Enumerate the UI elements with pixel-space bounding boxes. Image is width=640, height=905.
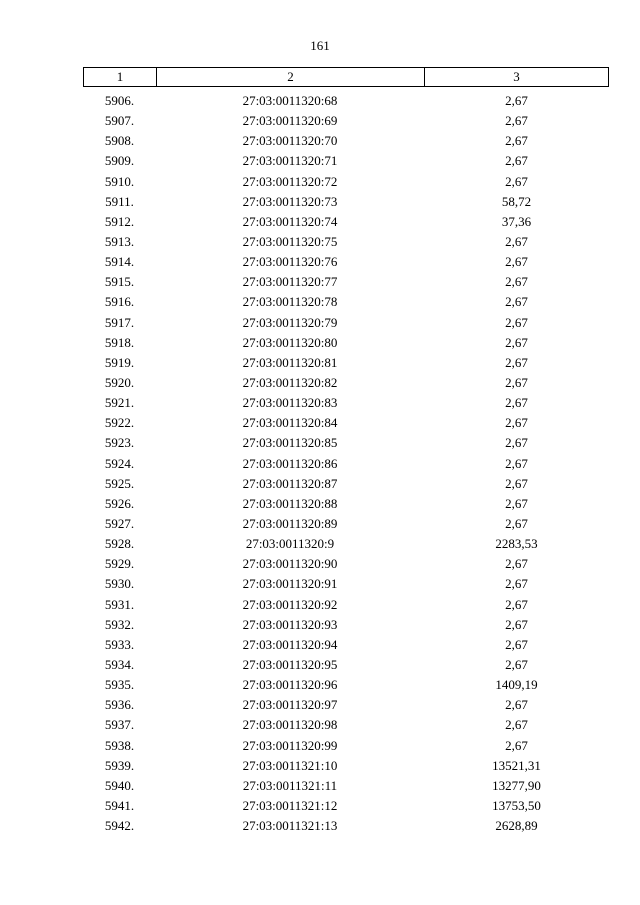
row-number: 5930.	[104, 576, 135, 592]
table-row	[83, 494, 609, 514]
row-number: 5913.	[104, 233, 135, 249]
row-number: 5921.	[104, 395, 135, 411]
row-number: 5912.	[104, 213, 135, 229]
table-row	[83, 333, 609, 353]
table-row	[83, 353, 609, 373]
table-row	[83, 212, 609, 232]
row-number: 5925.	[104, 475, 135, 491]
row-number: 5915.	[104, 274, 135, 290]
row-number: 5918.	[104, 334, 135, 350]
row-number: 5909.	[104, 153, 135, 169]
table-row	[83, 433, 609, 453]
row-value: 2,67	[505, 435, 528, 451]
row-value: 13521,31	[492, 757, 541, 773]
row-number: 5932.	[104, 616, 135, 632]
table-row	[83, 534, 609, 554]
table-row	[83, 91, 609, 111]
page-number: 161	[310, 38, 330, 53]
row-value: 2,67	[505, 495, 528, 511]
cadastral-number: 27:03:0011320:91	[242, 576, 338, 592]
row-value: 2,67	[505, 515, 528, 531]
cadastral-number: 27:03:0011321:13	[242, 818, 338, 834]
cadastral-number: 27:03:0011320:74	[242, 213, 338, 229]
row-value: 2,67	[505, 395, 528, 411]
table-row	[83, 695, 609, 715]
table-body	[83, 91, 609, 836]
row-value: 2628,89	[495, 818, 538, 834]
table-row	[83, 776, 609, 796]
cadastral-number: 27:03:0011321:10	[242, 757, 338, 773]
cadastral-number: 27:03:0011320:96	[242, 677, 338, 693]
row-number: 5906.	[104, 93, 135, 108]
row-value: 2,67	[505, 656, 528, 672]
cadastral-number: 27:03:0011320:68	[242, 93, 338, 108]
row-number: 5936.	[104, 697, 135, 713]
cadastral-number: 27:03:0011320:97	[242, 697, 338, 713]
row-number: 5910.	[104, 173, 135, 189]
table-row	[83, 796, 609, 816]
row-number: 5942.	[104, 818, 135, 834]
row-number: 5928.	[104, 536, 135, 552]
cadastral-number: 27:03:0011320:76	[242, 254, 338, 270]
table-row	[83, 292, 609, 312]
cadastral-number: 27:03:0011320:90	[242, 556, 338, 572]
cadastral-number: 27:03:0011320:80	[242, 334, 338, 350]
cadastral-number: 27:03:0011321:12	[242, 797, 338, 813]
row-number: 5926.	[104, 495, 135, 511]
table-row	[83, 393, 609, 413]
table-row	[83, 232, 609, 252]
table-row	[83, 131, 609, 151]
row-number: 5933.	[104, 636, 135, 652]
cadastral-number: 27:03:0011320:88	[242, 495, 338, 511]
row-number: 5914.	[104, 254, 135, 270]
row-value: 2,67	[505, 475, 528, 491]
cadastral-number: 27:03:0011320:71	[242, 153, 338, 169]
row-number: 5937.	[104, 717, 135, 733]
table-row	[83, 413, 609, 433]
row-number: 5907.	[104, 113, 135, 129]
row-number: 5908.	[104, 133, 135, 149]
row-value: 2,67	[505, 636, 528, 652]
row-value: 2,67	[505, 354, 528, 370]
table-row	[83, 151, 609, 171]
row-value: 2283,53	[495, 536, 538, 552]
cadastral-number: 27:03:0011320:77	[242, 274, 338, 290]
table-header	[83, 67, 609, 87]
row-number: 5940.	[104, 777, 135, 793]
row-value: 2,67	[505, 415, 528, 431]
cadastral-number: 27:03:0011320:86	[242, 455, 338, 471]
row-value: 2,67	[505, 697, 528, 713]
table-row	[83, 675, 609, 695]
row-number: 5935.	[104, 677, 135, 693]
cadastral-number: 27:03:0011320:73	[242, 193, 338, 209]
table-row	[83, 111, 609, 131]
row-value: 2,67	[505, 233, 528, 249]
row-value: 2,67	[505, 455, 528, 471]
cadastral-number: 27:03:0011320:83	[242, 395, 338, 411]
row-number: 5924.	[104, 455, 135, 471]
table-row	[83, 574, 609, 594]
table-row	[83, 313, 609, 333]
header-col-3: 3	[513, 69, 520, 84]
row-number: 5938.	[104, 737, 135, 753]
row-number: 5929.	[104, 556, 135, 572]
row-value: 2,67	[505, 173, 528, 189]
cadastral-number: 27:03:0011320:94	[242, 636, 338, 652]
row-number: 5934.	[104, 656, 135, 672]
table-row	[83, 736, 609, 756]
row-value: 2,67	[505, 374, 528, 390]
cadastral-number: 27:03:0011320:81	[242, 354, 338, 370]
row-value: 2,67	[505, 133, 528, 149]
table-row	[83, 514, 609, 534]
row-value: 37,36	[501, 213, 532, 229]
row-value: 2,67	[505, 556, 528, 572]
table-row	[83, 474, 609, 494]
row-value: 2,67	[505, 717, 528, 733]
table-row	[83, 635, 609, 655]
cadastral-number: 27:03:0011321:11	[242, 777, 338, 793]
row-value: 2,67	[505, 274, 528, 290]
row-number: 5939.	[104, 757, 135, 773]
table-row	[83, 172, 609, 192]
table-row	[83, 252, 609, 272]
table-row	[83, 655, 609, 675]
row-value: 2,67	[505, 596, 528, 612]
table-row	[83, 595, 609, 615]
cadastral-number: 27:03:0011320:92	[242, 596, 338, 612]
row-value: 2,67	[505, 153, 528, 169]
row-value: 2,67	[505, 254, 528, 270]
row-number: 5923.	[104, 435, 135, 451]
row-value: 58,72	[501, 193, 532, 209]
table-row	[83, 715, 609, 735]
cadastral-number: 27:03:0011320:95	[242, 656, 338, 672]
cadastral-number: 27:03:0011320:72	[242, 173, 338, 189]
table-row	[83, 272, 609, 292]
row-number: 5941.	[104, 797, 135, 813]
cadastral-number: 27:03:0011320:87	[242, 475, 338, 491]
row-value: 13753,50	[492, 797, 541, 813]
row-value: 2,67	[505, 576, 528, 592]
table-row	[83, 615, 609, 635]
table-row	[83, 192, 609, 212]
row-value: 2,67	[505, 294, 528, 310]
cadastral-number: 27:03:0011320:79	[242, 314, 338, 330]
table-row	[83, 554, 609, 574]
row-value: 13277,90	[492, 777, 541, 793]
cadastral-number: 27:03:0011320:85	[242, 435, 338, 451]
row-value: 1409,19	[495, 677, 538, 693]
header-col-1: 1	[84, 68, 157, 86]
row-value: 2,67	[505, 616, 528, 632]
table-row	[83, 373, 609, 393]
row-number: 5931.	[104, 596, 135, 612]
cadastral-number: 27:03:0011320:93	[242, 616, 338, 632]
cadastral-number: 27:03:0011320:99	[242, 737, 338, 753]
row-number: 5919.	[104, 354, 135, 370]
row-value: 2,67	[505, 314, 528, 330]
cadastral-number: 27:03:0011320:70	[242, 133, 338, 149]
cadastral-number: 27:03:0011320:84	[242, 415, 338, 431]
row-number: 5920.	[104, 374, 135, 390]
cadastral-number: 27:03:0011320:89	[242, 515, 338, 531]
table-row	[83, 454, 609, 474]
cadastral-number: 27:03:0011320:82	[242, 374, 338, 390]
row-value: 2,67	[505, 334, 528, 350]
row-number: 5916.	[104, 294, 135, 310]
table-row	[83, 816, 609, 836]
row-number: 5922.	[104, 415, 135, 431]
row-value: 2,67	[505, 737, 528, 753]
cadastral-number: 27:03:0011320:69	[242, 113, 338, 129]
row-value: 2,67	[505, 93, 528, 108]
cadastral-number: 27:03:0011320:75	[242, 233, 338, 249]
row-number: 5917.	[104, 314, 135, 330]
cadastral-number: 27:03:0011320:9	[245, 536, 335, 552]
row-number: 5911.	[105, 193, 134, 209]
row-number: 5927.	[104, 515, 135, 531]
row-value: 2,67	[505, 113, 528, 129]
cadastral-number: 27:03:0011320:98	[242, 717, 338, 733]
table-row	[83, 756, 609, 776]
header-col-2: 2	[157, 68, 425, 86]
cadastral-number: 27:03:0011320:78	[242, 294, 338, 310]
